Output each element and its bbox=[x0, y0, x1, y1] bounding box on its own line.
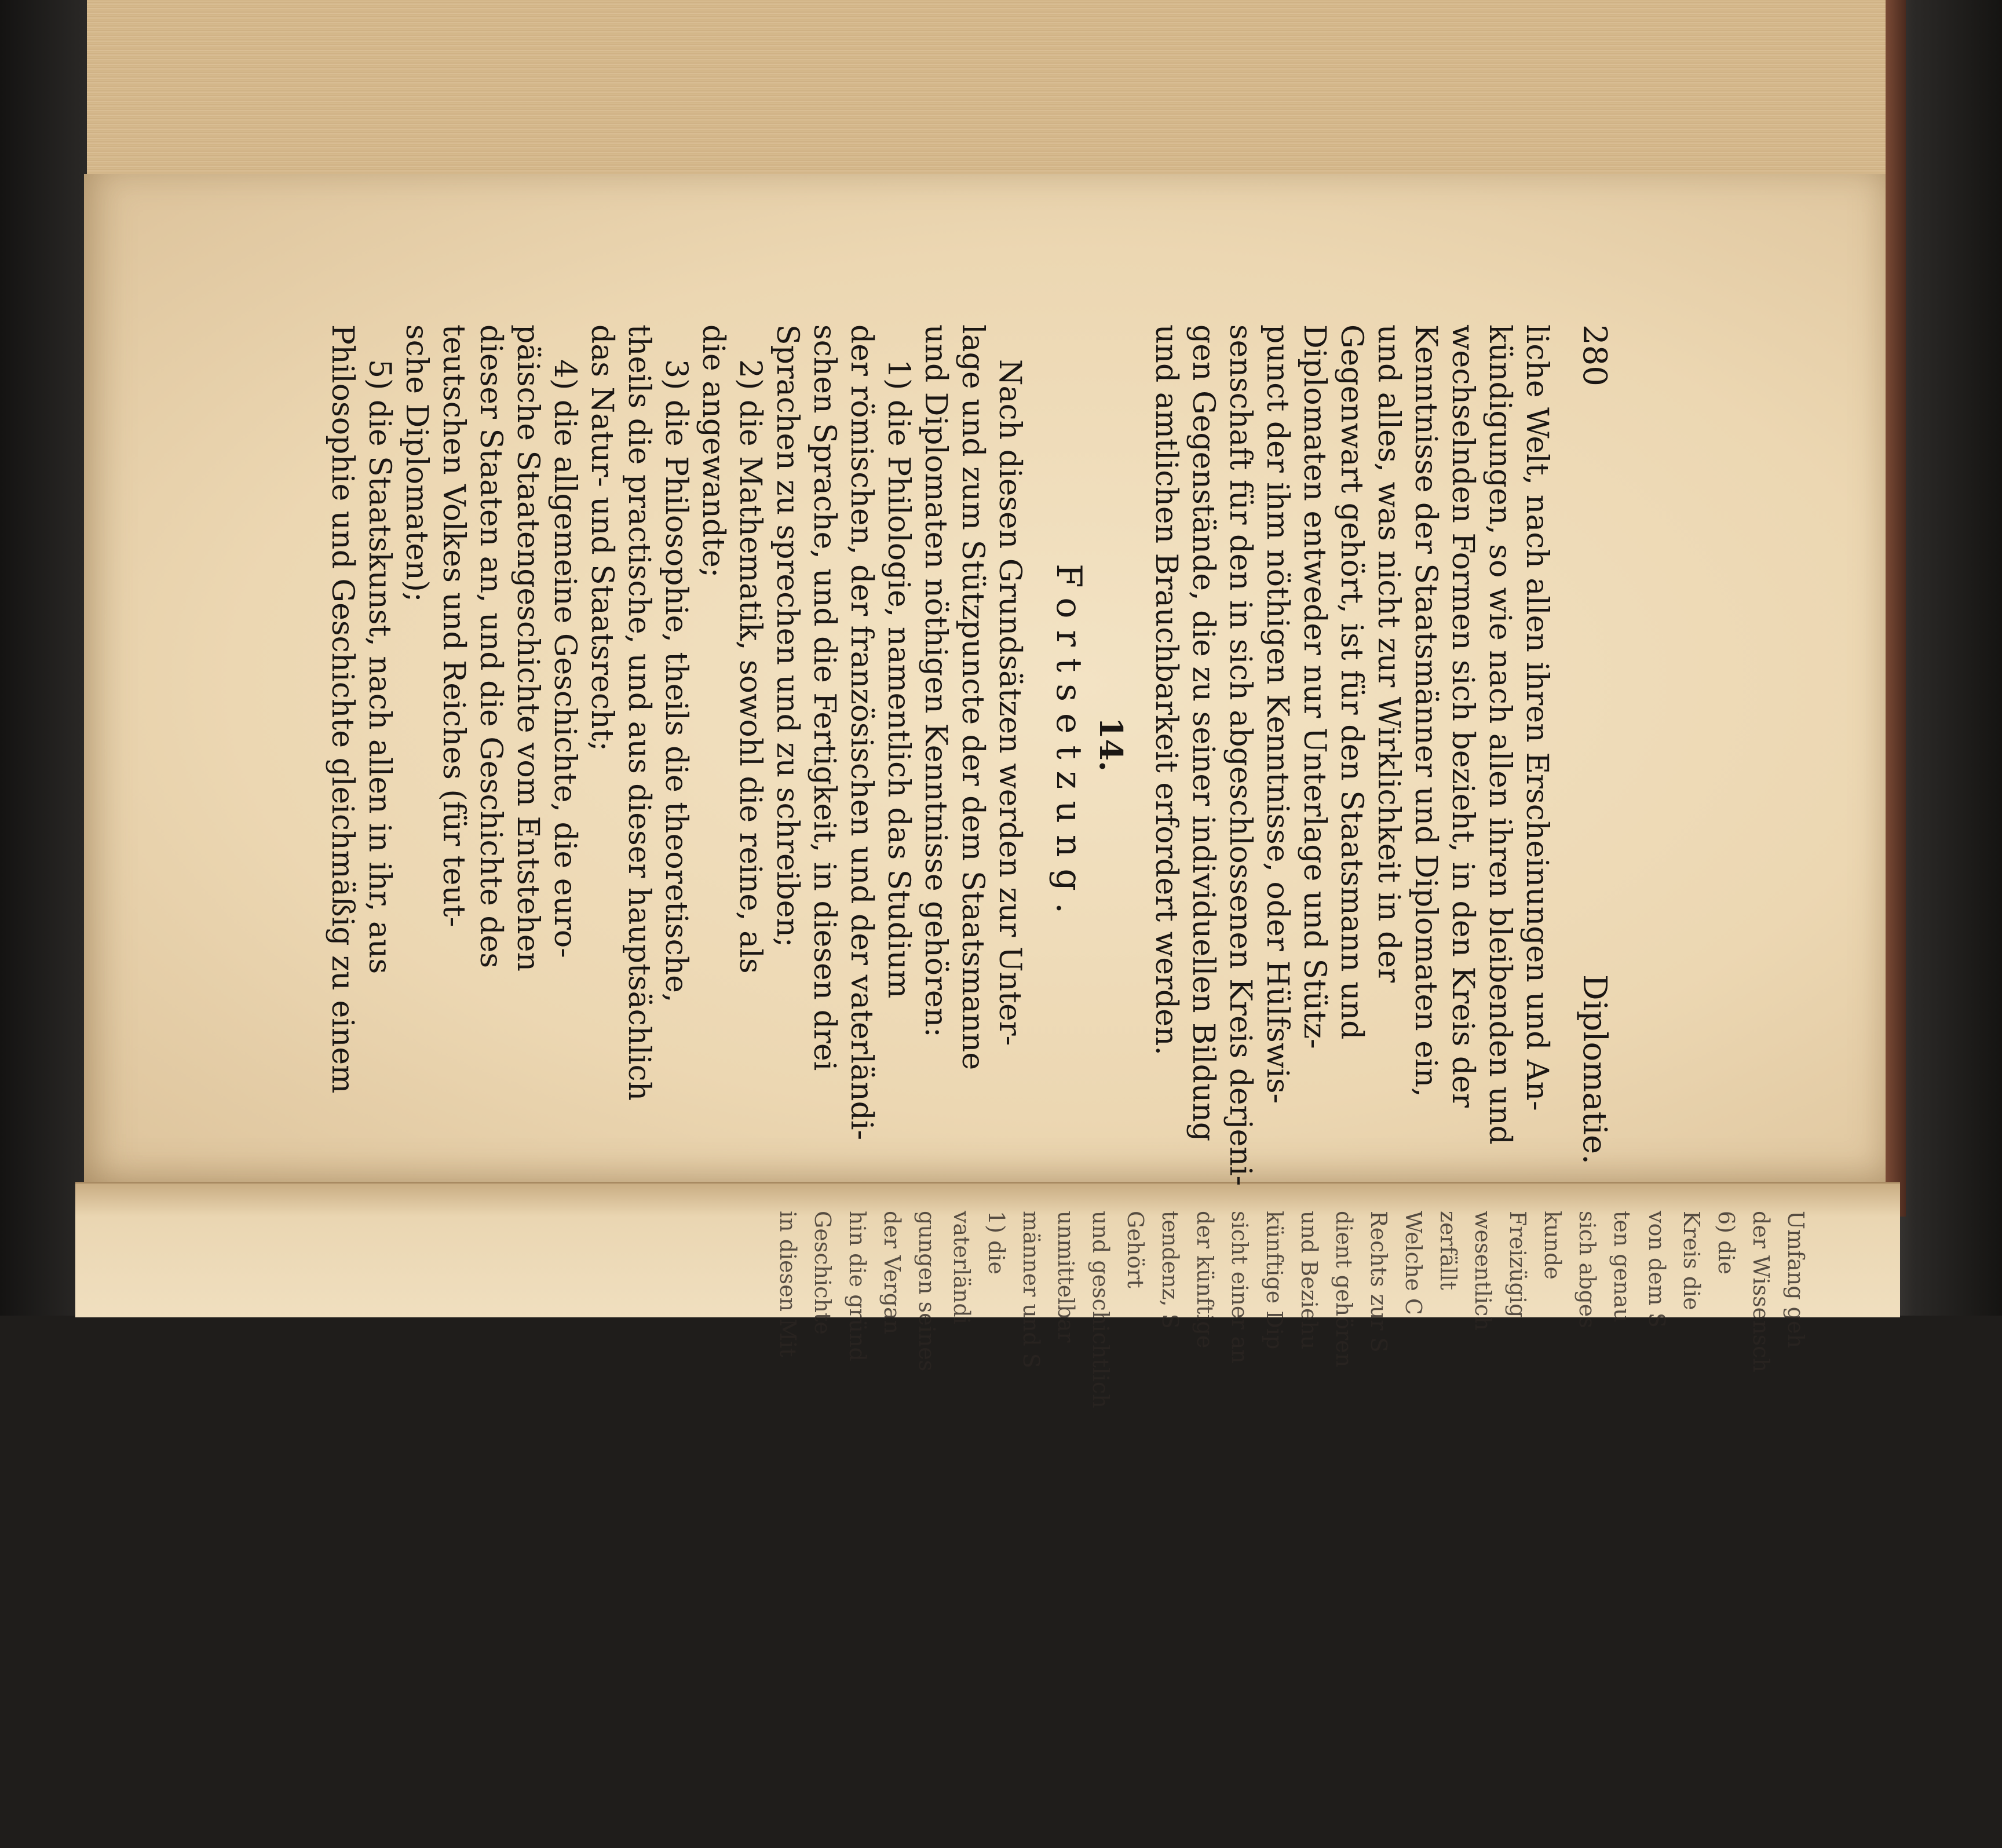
page-text bbox=[142, 324, 1613, 1186]
fragment-line: wesentlich bbox=[1470, 1211, 1496, 1331]
text-line: Diplomaten entweder nur Unterlage und Stütz- bbox=[1297, 324, 1332, 1049]
fragment-line: 6) die bbox=[1714, 1211, 1739, 1275]
text-line: teutschen Volkes und Reiches (für teut- bbox=[436, 324, 471, 927]
fragment-line: männer und S bbox=[1018, 1211, 1044, 1368]
fragment-line: von dem S bbox=[1644, 1211, 1669, 1328]
text-line: das Natur- und Staatsrecht; bbox=[584, 324, 619, 751]
text-line: 2) die Mathematik, sowohl die reine, als bbox=[733, 359, 768, 974]
fragment-line: zerfällt bbox=[1435, 1211, 1461, 1290]
text-line: schen Sprache, und die Fertigkeit, in diesen drei bbox=[807, 324, 842, 1071]
fragment-line: Gehört bbox=[1123, 1211, 1148, 1288]
text-line: wechselnden Formen sich bezieht, in den Kreis der bbox=[1445, 324, 1480, 1108]
background-cloth-right bbox=[1892, 0, 2002, 1316]
text-line: Gegenwart gehört, ist für den Staatsmann und bbox=[1334, 324, 1369, 1040]
fragment-line: Geschichte bbox=[810, 1211, 835, 1335]
text-line: Nach diesen Grundsätzen werden zur Unter- bbox=[992, 359, 1027, 1046]
fragment-line: unmittelbar bbox=[1053, 1211, 1079, 1343]
fragment-line: sich abges bbox=[1574, 1211, 1600, 1328]
text-line: Sprachen zu sprechen und zu schreiben; bbox=[770, 324, 805, 948]
section-number: 14. bbox=[1093, 717, 1130, 772]
fragment-line: 1) die bbox=[984, 1211, 1009, 1275]
book-cover-edge bbox=[1886, 0, 1906, 1217]
text-line: 4) die allgemeine Geschichte, die euro- bbox=[547, 359, 582, 958]
fragment-line: tendenz, S bbox=[1157, 1211, 1183, 1329]
text-line: lage und zum Stützpuncte der dem Staatsmanne bbox=[955, 324, 990, 1071]
fragment-line: der Vergan bbox=[879, 1211, 905, 1335]
fragment-line: dient gehören bbox=[1331, 1211, 1357, 1368]
text-line: und Diplomaten nöthigen Kenntnisse gehören: bbox=[918, 324, 953, 1038]
text-line: Philosophie und Geschichte gleichmäßig zu einem bbox=[325, 324, 360, 1094]
fragment-line: künftige Dip bbox=[1262, 1211, 1287, 1350]
text-line: und amtlichen Brauchbarkeit erfordert werden. bbox=[1149, 324, 1183, 1056]
page-edges bbox=[87, 0, 1900, 185]
text-line: 3) die Philosophie, theils die theoretische, bbox=[659, 359, 693, 1003]
text-line: punct der ihm nöthigen Kenntnisse, oder Hülfswis- bbox=[1260, 324, 1295, 1104]
fragment-line: und geschichtlich bbox=[1088, 1211, 1113, 1408]
running-head bbox=[1573, 324, 1613, 1164]
text-line: die angewandte; bbox=[696, 324, 730, 578]
fragment-line: kunde bbox=[1540, 1211, 1565, 1280]
fragment-line: und Beziehu bbox=[1296, 1211, 1322, 1350]
fragment-line: Kreis die bbox=[1679, 1211, 1704, 1310]
fragment-line: ten genau bbox=[1609, 1211, 1635, 1323]
fragment-line: der künftige bbox=[1192, 1211, 1218, 1349]
fragment-line: Rechts zur S bbox=[1366, 1211, 1391, 1353]
fragment-line: Freizügig bbox=[1505, 1211, 1530, 1318]
facing-page-text bbox=[775, 1211, 1813, 1848]
fragment-line: in diesen Mit bbox=[775, 1211, 801, 1357]
text-line: sche Diplomaten); bbox=[399, 324, 434, 602]
fragment-line: der Wissensch bbox=[1748, 1211, 1774, 1372]
fragment-line: gungen seines bbox=[914, 1211, 940, 1372]
fragment-line: hin die gründ bbox=[845, 1211, 870, 1361]
text-line: der römischen, der französischen und der vaterländi- bbox=[844, 324, 879, 1141]
text-line: 1) die Philologie, namentlich das Studium bbox=[881, 359, 916, 999]
text-line: senschaft für den in sich abgeschlossenen Kreis derjeni- bbox=[1223, 324, 1258, 1186]
fragment-line: sicht einer an bbox=[1227, 1211, 1252, 1364]
text-line: und alles, was nicht zur Wirklichkeit in der bbox=[1371, 324, 1406, 983]
text-line: gen Gegenstände, die zu seiner individuellen Bildung bbox=[1186, 324, 1221, 1142]
section-title: Fortsetzung. bbox=[1049, 563, 1089, 926]
fragment-line: vaterländi bbox=[949, 1211, 974, 1324]
running-title: Diplomatie. bbox=[1576, 974, 1613, 1164]
fragment-line: Umfang geh bbox=[1783, 1211, 1809, 1348]
text-line: 5) die Staatskunst, nach allen in ihr, aus bbox=[362, 359, 397, 974]
text-line: liche Welt, nach allen ihren Erscheinungen und An- bbox=[1519, 324, 1554, 1111]
text-line: dieser Staaten an, und die Geschichte des bbox=[473, 324, 508, 969]
page-number: 280 bbox=[1576, 324, 1613, 386]
fragment-line: Welche C bbox=[1401, 1211, 1426, 1315]
text-line: theils die practische, und aus dieser hauptsächlich bbox=[622, 324, 656, 1101]
text-line: kündigungen, so wie nach allen ihren bleibenden und bbox=[1482, 324, 1517, 1145]
text-line: Kenntnisse der Staatsmänner und Diplomaten ein, bbox=[1408, 324, 1443, 1097]
text-line: päische Staatengeschichte vom Entstehen bbox=[510, 324, 545, 972]
